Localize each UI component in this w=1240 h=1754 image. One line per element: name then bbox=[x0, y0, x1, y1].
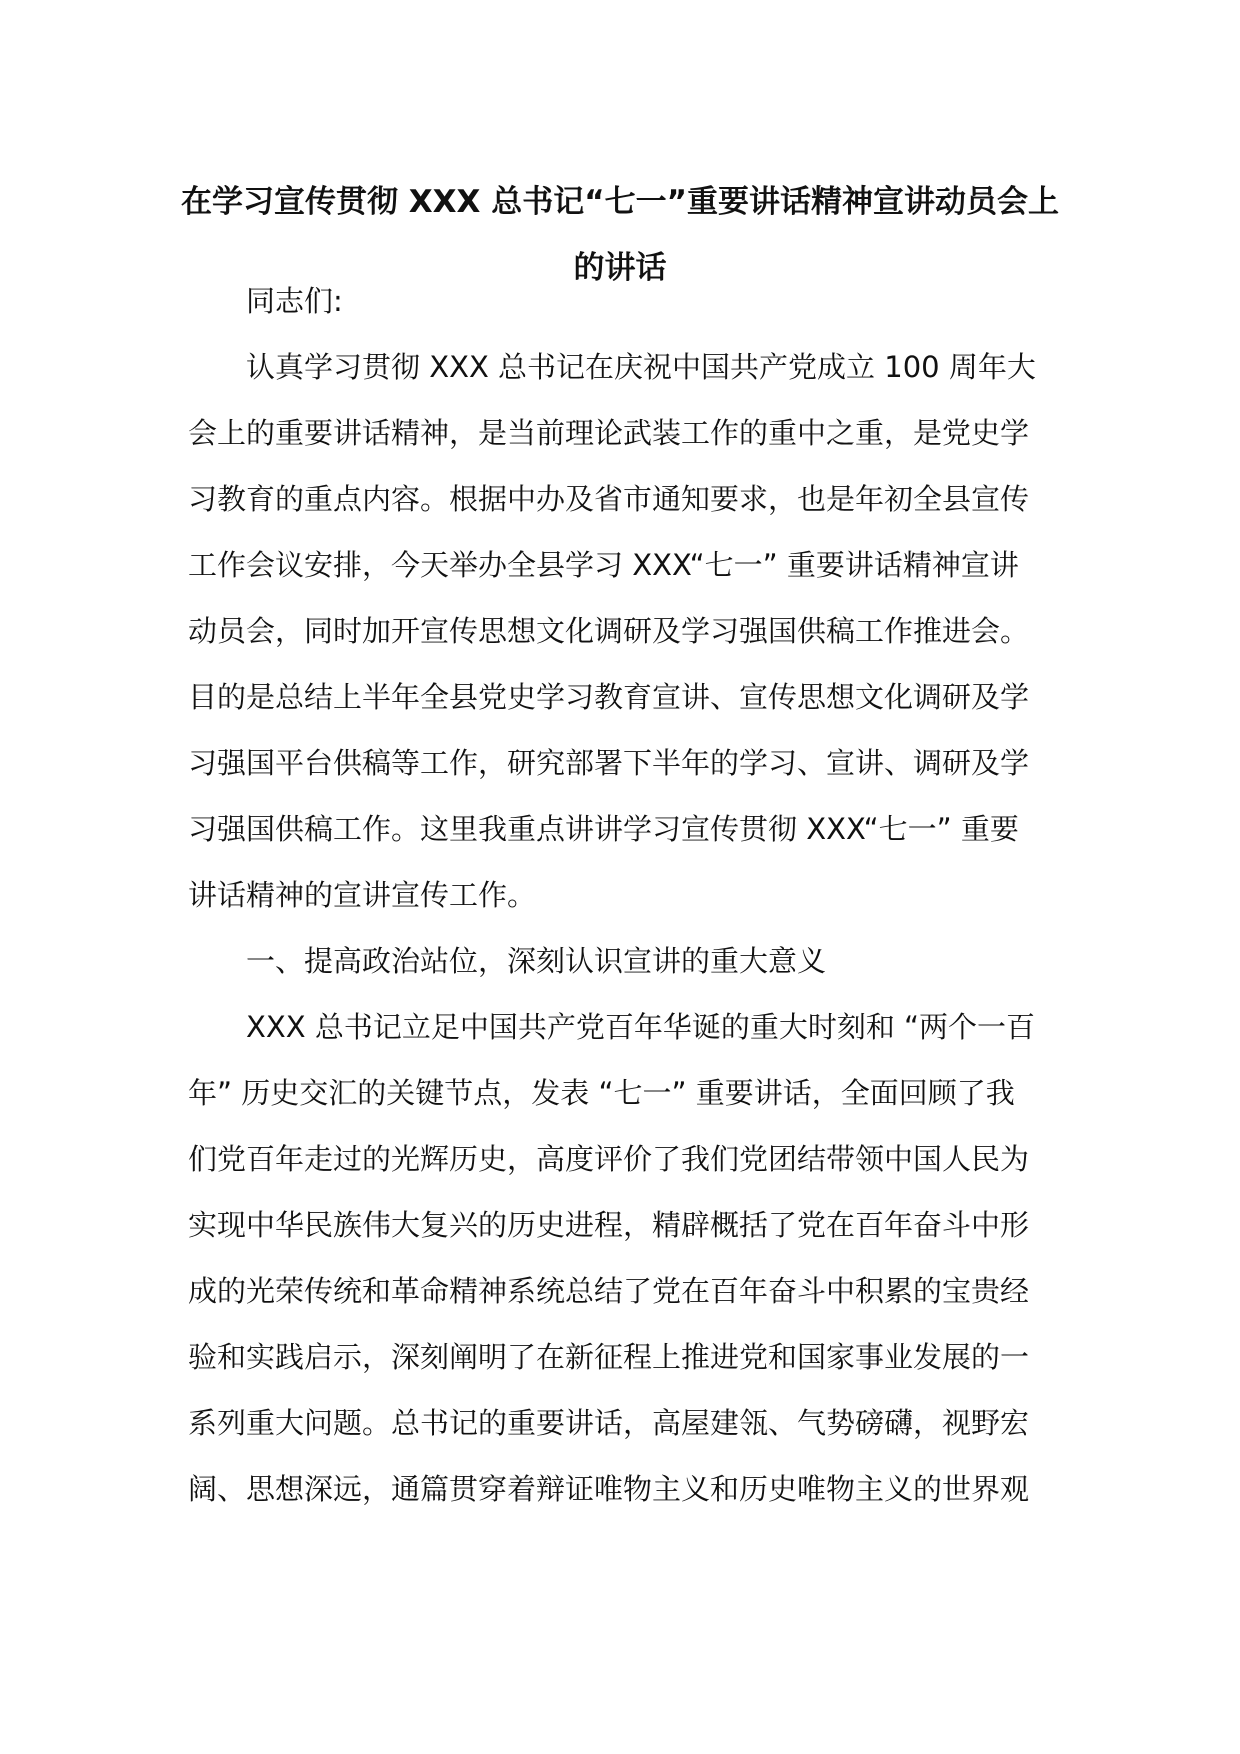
paragraph-1-line: 讲话精神的宣讲宣传工作。 bbox=[188, 878, 537, 912]
paragraph-1-line: 认真学习贯彻 XXX 总书记在庆祝中国共产党成立 100 周年大 bbox=[246, 350, 1036, 384]
paragraph-1-line: 习强国平台供稿等工作，研究部署下半年的学习、宣讲、调研及学 bbox=[188, 746, 1030, 780]
paragraph-1-line: 习教育的重点内容。根据中办及省市通知要求，也是年初全县宣传 bbox=[188, 482, 1030, 516]
paragraph-1-line: 习强国供稿工作。这里我重点讲讲学习宣传贯彻 XXX“七一” 重要 bbox=[188, 812, 1019, 846]
document-title-line-2: 的讲话 bbox=[573, 250, 667, 286]
paragraph-1-line: 动员会，同时加开宣传思想文化调研及学习强国供稿工作推进会。 bbox=[188, 614, 1030, 648]
paragraph-1-line: 目的是总结上半年全县党史学习教育宣讲、宣传思想文化调研及学 bbox=[188, 680, 1030, 714]
paragraph-1-line: 会上的重要讲话精神，是当前理论武装工作的重中之重，是党史学 bbox=[188, 416, 1030, 450]
paragraph-2-line: 们党百年走过的光辉历史，高度评价了我们党团结带领中国人民为 bbox=[188, 1142, 1030, 1176]
paragraph-2-line: XXX 总书记立足中国共产党百年华诞的重大时刻和 “两个一百 bbox=[246, 1010, 1036, 1044]
paragraph-2-line: 系列重大问题。总书记的重要讲话，高屋建瓴、气势磅礴，视野宏 bbox=[188, 1406, 1030, 1440]
section-heading-1: 一、提高政治站位，深刻认识宣讲的重大意义 bbox=[246, 944, 827, 978]
paragraph-2-line: 年” 历史交汇的关键节点，发表 “七一” 重要讲话，全面回顾了我 bbox=[188, 1076, 1015, 1110]
paragraph-1-line: 工作会议安排，今天举办全县学习 XXX“七一” 重要讲话精神宣讲 bbox=[188, 548, 1019, 582]
paragraph-2-line: 实现中华民族伟大复兴的历史进程，精辟概括了党在百年奋斗中形 bbox=[188, 1208, 1030, 1242]
paragraph-2-line: 成的光荣传统和革命精神系统总结了党在百年奋斗中积累的宝贵经 bbox=[188, 1274, 1030, 1308]
paragraph-2-line: 验和实践启示，深刻阐明了在新征程上推进党和国家事业发展的一 bbox=[188, 1340, 1030, 1374]
document-title-line-1: 在学习宣传贯彻 XXX 总书记“七一”重要讲话精神宣讲动员会上 bbox=[180, 184, 1060, 220]
salutation: 同志们: bbox=[246, 284, 343, 318]
paragraph-2-line: 阔、思想深远，通篇贯穿着辩证唯物主义和历史唯物主义的世界观 bbox=[188, 1472, 1030, 1506]
document-body bbox=[188, 268, 1068, 1522]
